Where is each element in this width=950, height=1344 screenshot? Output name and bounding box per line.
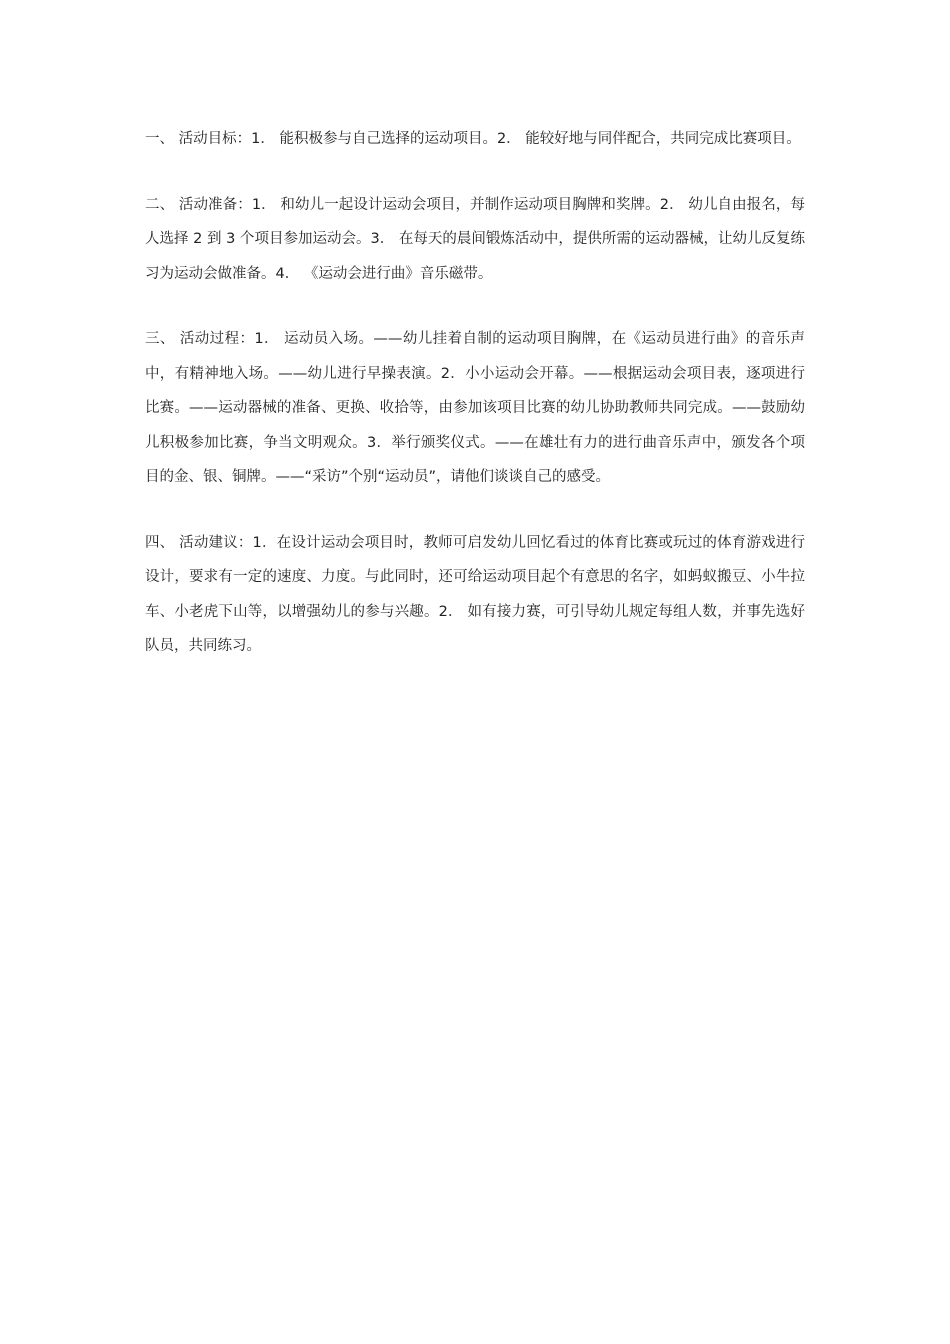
paragraph-activity-process: 三、 活动过程：1． 运动员入场。——幼儿挂着自制的运动项目胸牌，在《运动员进行曲》的音乐声中，有精神地入场。——幼儿进行早操表演。2．小小运动会开幕。——根据运动会项目表，逐项进行比赛。——运动器械的准备、更换、收拾等，由参加该项目比赛的幼儿协助教师共同完成。——鼓励幼儿积极参加比赛，争当文明观众。3．举行颁奖仪式。——在雄壮有力的进行曲音乐声中，颁发各个项目的金、银、铜牌。——“采访”个别“运动员”，请他们谈谈自己的感受。 <box>145 331 805 485</box>
paragraph-activity-preparation: 二、 活动准备：1． 和幼儿一起设计运动会项目，并制作运动项目胸牌和奖牌。2． 幼儿自由报名，每人选择 2 到 3 个项目参加运动会。3． 在每天的晨间锻炼活动中，提供所需的运动器械，让幼儿反复练习为运动会做准备。4． 《运动会进行曲》音乐磁带。 <box>145 196 805 282</box>
paragraph-activity-suggestions: 四、 活动建议：1．在设计运动会项目时，教师可启发幼儿回忆看过的体育比赛或玩过的体育游戏进行设计，要求有一定的速度、力度。与此同时，还可给运动项目起个有意思的名字，如蚂蚁搬豆、小牛拉车、小老虎下山等，以增强幼儿的参与兴趣。2． 如有接力赛，可引导幼儿规定每组人数，并事先选好队员，共同练习。 <box>145 534 805 654</box>
document-body <box>145 122 805 695</box>
paragraph-activity-goals: 一、 活动目标：1． 能积极参与自己选择的运动项目。2． 能较好地与同伴配合，共同完成比赛项目。 <box>145 131 801 147</box>
